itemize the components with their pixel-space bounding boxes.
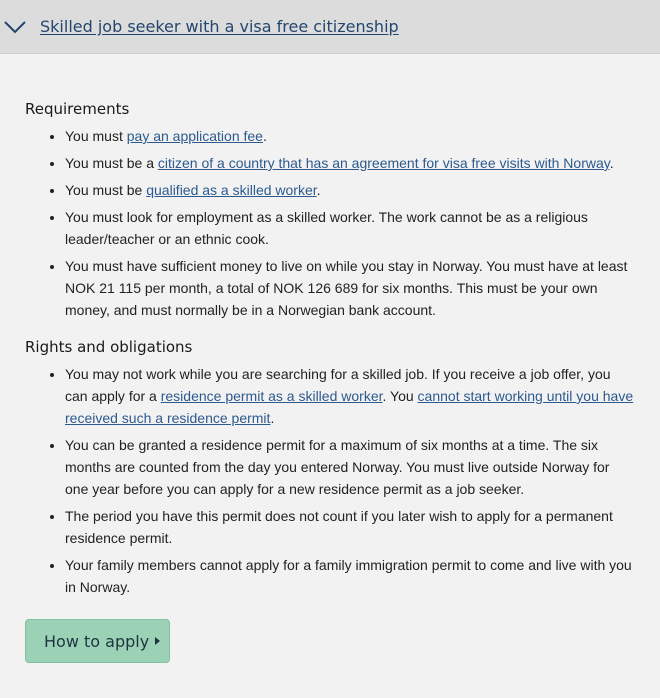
list-item: • You can be granted a residence permit for a maximum of six months at a time. The six months are counted from the day you entered Norway. You must live outside Norway for one year before you can apply for a new residence permit as a job seeker. [65,434,635,500]
cannot-start-working-link[interactable]: cannot start working until you have received such a residence permit [65,388,634,426]
how-to-apply-button[interactable] [25,619,170,663]
list-item: • You may not work while you are searching for a skilled job. If you receive a job offer, you can apply for a residence permit as a skilled worker. You cannot start working until you have received such a residence permit. [65,363,635,429]
accordion-content [0,100,660,663]
rights-list [25,363,635,598]
list-item: • Your family members cannot apply for a family immigration permit to come and live with you in Norway. [65,554,635,598]
application-fee-link[interactable]: pay an application fee [126,128,263,144]
rights-heading: Rights and obligations [25,338,193,356]
requirements-list [25,125,635,321]
skilled-worker-link[interactable]: qualified as a skilled worker [146,182,317,198]
requirements-heading: Requirements [25,100,130,118]
accordion-header[interactable] [0,0,660,54]
list-item: • You must be qualified as a skilled worker. [65,179,635,201]
how-to-apply-label: How to apply [44,631,150,651]
visa-free-country-link[interactable]: citizen of a country that has an agreement for visa free visits with Norway [157,155,610,171]
residence-permit-link[interactable]: residence permit as a skilled worker [160,388,383,404]
list-item: • You must pay an application fee. [65,125,635,147]
list-item: • You must be a citizen of a country that has an agreement for visa free visits with Norway. [65,152,635,174]
list-item: • The period you have this permit does not count if you later wish to apply for a permanent residence permit. [65,505,635,549]
list-item: • You must have sufficient money to live on while you stay in Norway. You must have at least NOK 21 115 per month, a total of NOK 126 689 for six months. This must be your own money, and must normally be in a Norwegian bank account. [65,255,635,321]
accordion-title-link[interactable]: Skilled job seeker with a visa free citizenship [40,17,399,36]
chevron-down-icon[interactable] [2,17,28,37]
list-item: • You must look for employment as a skilled worker. The work cannot be as a religious leader/teacher or an ethnic cook. [65,206,635,250]
arrow-right-icon [155,637,160,645]
